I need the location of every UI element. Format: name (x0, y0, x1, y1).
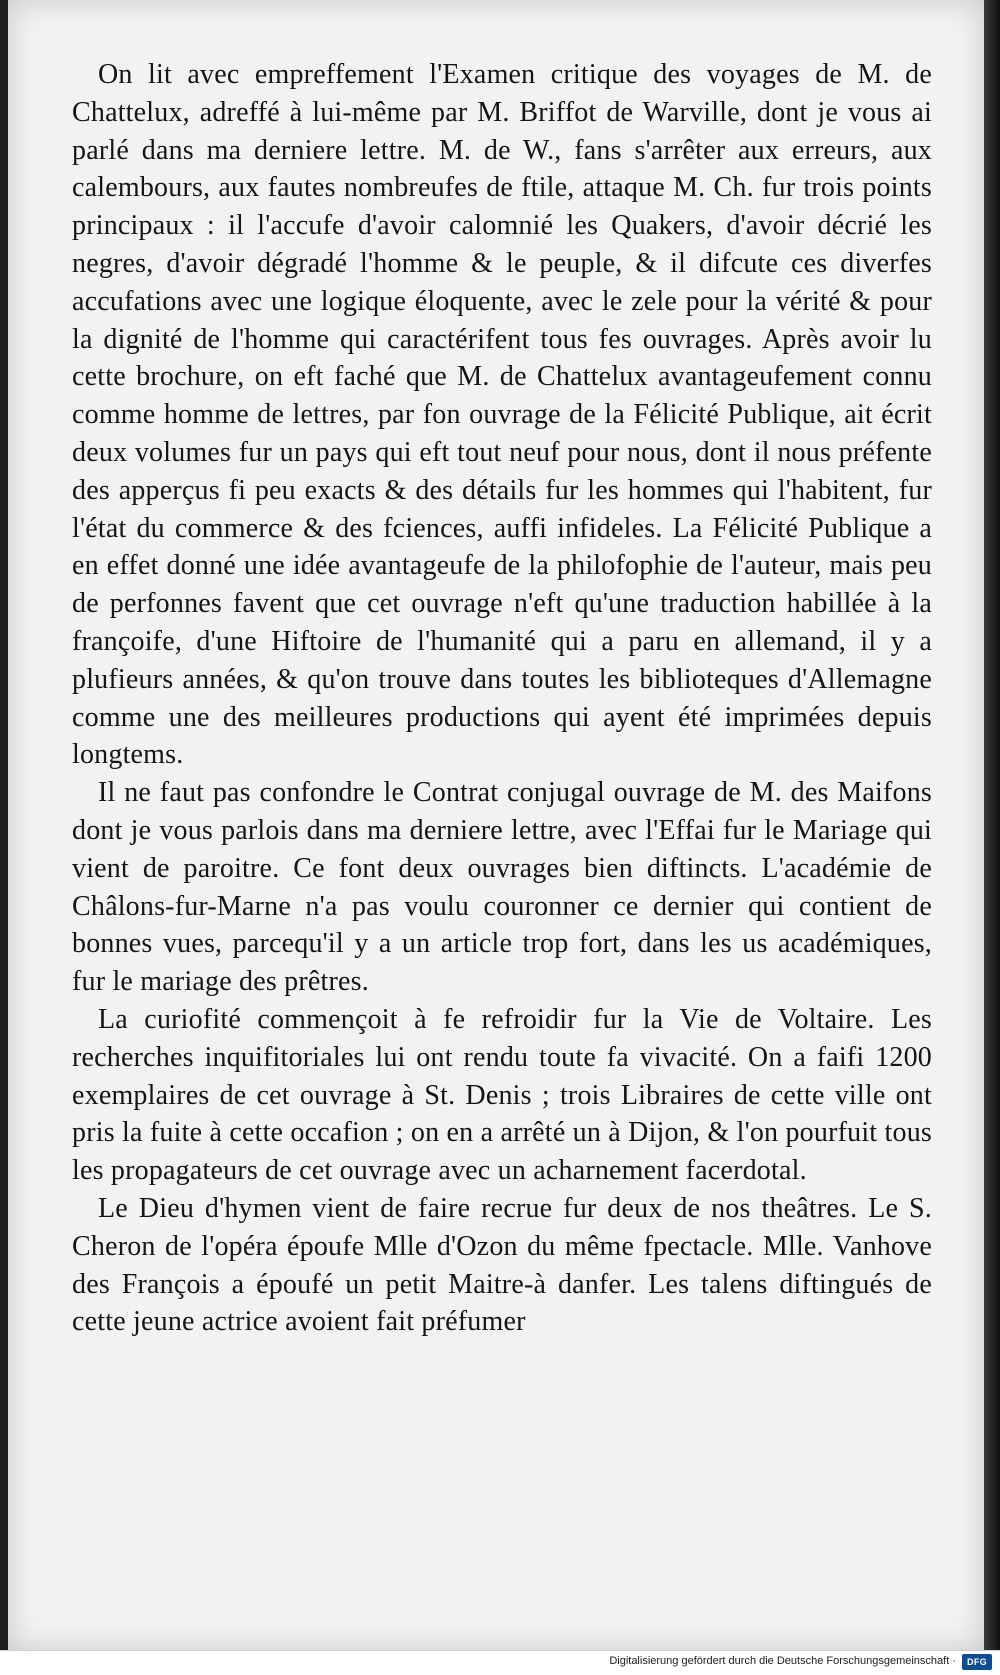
document-text-block (72, 56, 932, 1341)
paragraph-3-wrapper (72, 1001, 932, 1190)
paragraph-3: La curiofité commençoit à fe refroidir fur la Vie de Voltaire. Les recherches inquifitoriales lui ont rendu toute fa vivacité. On a faifi 1200 exemplaires de cet ouvrage à St. Denis ; trois Libraires de cette ville ont pris la fuite à cette occafion ; on en a arrêté un à Dijon, & l'on pourfuit tous les propagateurs de cet ouvrage avec un acharnement facerdotal. (72, 1003, 932, 1187)
footer-credit-text: Digitalisierung gefördert durch die Deutsche Forschungsgemeinschaft · (609, 1655, 956, 1667)
paragraph-1: On lit avec empreffement l'Examen critique des voyages de M. de Chattelux, adreffé à lui-même par M. Briffot de Warville, dont je vous ai parlé dans ma derniere lettre. M. de W., fans s'arrêter aux erreurs, aux calembours, aux fautes nombreufes de ftile, attaque M. Ch. fur trois points principaux : il l'accufe d'avoir calomnié les Quakers, d'avoir décrié les negres, d'avoir dégradé l'homme & le peuple, & il difcute ces diverfes accufations avec une logique éloquente, avec le zele pour la vérité & pour la dignité de l'homme qui caractérifent tous fes ouvrages. Après avoir lu cette brochure, on eft faché que M. de Chattelux avantageufement connu comme homme de lettres, par fon ouvrage de la Félicité Publique, ait écrit deux volumes fur un pays qui eft tout neuf pour nous, dont il nous préfente des apperçus fi peu exacts & des détails fur les hommes qui l'habitent, fur l'état du commerce & des fciences, auffi infideles. La Félicité Publique a en effet donné une idée avantageufe de la philofophie de l'auteur, mais peu de perfonnes favent que cet ouvrage n'eft qu'une traduction habillée à la françoife, d'une Hiftoire de l'humanité qui a paru en allemand, il y a plufieurs années, & qu'on trouve dans toutes les biblioteques d'Allemagne comme une des meilleures productions qui ayent été imprimées depuis longtems. (72, 59, 932, 771)
dfg-logo-icon: DFG (962, 1654, 992, 1670)
page-right-edge (984, 0, 1000, 1650)
paragraph-4-wrapper (72, 1190, 932, 1341)
paragraph-1-wrapper (72, 56, 932, 774)
document-page (8, 0, 984, 1650)
paragraph-2-wrapper (72, 774, 932, 1001)
paragraph-2: Il ne faut pas confondre le Contrat conjugal ouvrage de M. des Maifons dont je vous parlois dans ma derniere lettre, avec l'Effai fur le Mariage qui vient de paroitre. Ce font deux ouvrages bien diftincts. L'académie de Châlons-fur-Marne n'a pas voulu couronner ce dernier qui contient de bonnes vues, parcequ'il y a un article trop fort, dans les us académiques, fur le mariage des prêtres. (72, 777, 932, 998)
paragraph-4: Le Dieu d'hymen vient de faire recrue fur deux de nos theâtres. Le S. Cheron de l'opéra époufe Mlle d'Ozon du même fpectacle. Mlle. Vanhove des François a époufé un petit Maitre-à danfer. Les talens diftingués de cette jeune actrice avoient fait préfumer (72, 1192, 932, 1338)
digitization-footer (0, 1650, 1000, 1675)
